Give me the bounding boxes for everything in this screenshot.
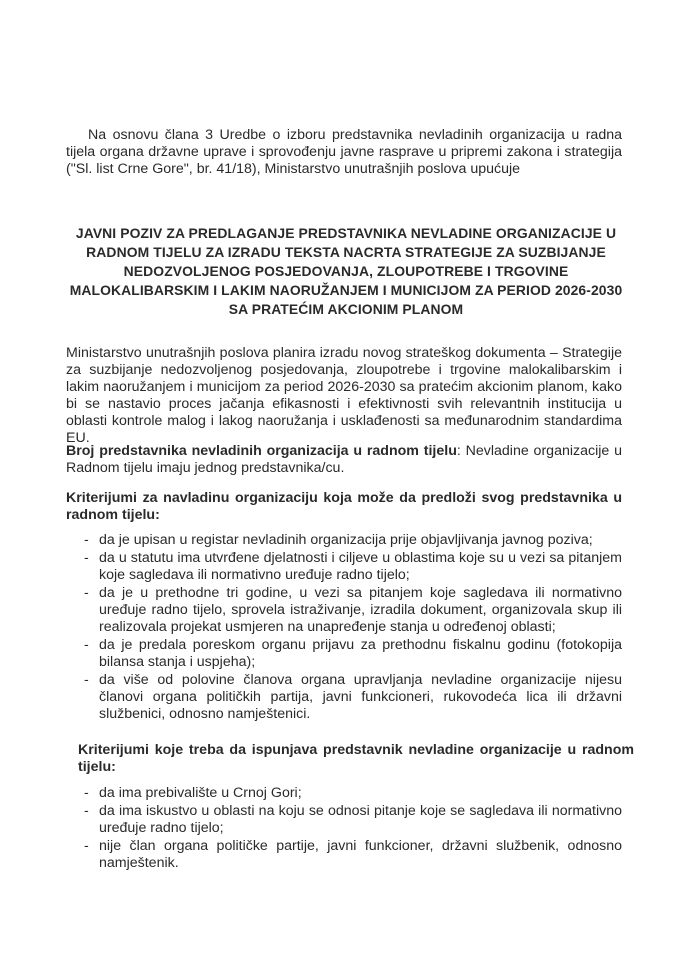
representative-criteria-heading: Kriterijumi koje treba da ispunjava predstavnik nevladine organizacije u radnom tijelu: <box>78 742 634 775</box>
ngo-criteria-list <box>66 532 622 723</box>
list-item: - da više od polovine članova organa upravljanja nevladine organizacije nijesu članovi organa političkih partija, javni funkcioneri, rukovodeća lica ili državni službenici, odnosno namještenici. <box>84 672 622 722</box>
dash-bullet: - <box>84 803 89 819</box>
representatives-count-label: Broj predstavnika nevladinih organizacija u radnom tijelu <box>66 443 457 459</box>
representatives-count-paragraph <box>66 443 622 477</box>
list-item: - da ima iskustvo u oblasti na koju se odnosi pitanje koje se sagledava ili normativno uređuje radno tijelo; <box>84 803 622 836</box>
list-item: - da u statutu ima utvrđene djelatnosti i ciljeve u oblastima koje su u vezi sa pitanjem koje sagledava ili normativno uređuje radno tijelo; <box>84 550 622 583</box>
representative-criteria-list <box>66 785 622 872</box>
ngo-criteria-heading: Kriterijumi za navladinu organizaciju koja može da predloži svog predstavnika u radnom tijelu: <box>66 490 622 523</box>
purpose-paragraph: Ministarstvo unutrašnjih poslova planira izradu novog strateškog dokumenta – Strategije za suzbijanje nedozvoljenog posjedovanja, zloupotrebe i trgovine malokalibarskim i lakim naoružanjem i municijom za period 2026-2030 sa pratećim akcionim planom, kako bi se nastavio proces jačanja efikasnosti i efektivnosti svih relevantnih institucija u oblasti kontrole malog i lakog naoružanja i usklađenosti sa međunarodnim standardima EU. <box>66 345 622 446</box>
dash-bullet: - <box>84 672 89 688</box>
dash-bullet: - <box>84 532 89 548</box>
dash-bullet: - <box>84 838 89 854</box>
dash-bullet: - <box>84 637 89 653</box>
ngo-criteria-list-container <box>66 532 622 724</box>
representatives-count-text: : Nevladine organizacije u Radnom tijelu imaju jednog predstavnika/cu. <box>66 443 622 476</box>
list-item: - da ima prebivalište u Crnoj Gori; <box>84 785 302 801</box>
dash-bullet: - <box>84 785 89 801</box>
list-item: - nije član organa političke partije, javni funkcioner, državni službenik, odnosno namještenik. <box>84 838 622 871</box>
list-item: - da je predala poreskom organu prijavu za prethodnu fiskalnu godinu (fotokopija bilansa stanja i uspjeha); <box>84 637 622 670</box>
dash-bullet: - <box>84 585 89 601</box>
document-title: JAVNI POZIV ZA PREDLAGANJE PREDSTAVNIKA NEVLADINE ORGANIZACIJE U RADNOM TIJELU ZA IZRADU TEKSTA NACRTA STRATEGIJE ZA SUZBIJANJE NEDOZVOLJENOG POSJEDOVANJA, ZLOUPOTREBE I TRGOVINE MALOKALIBARSKIM I LAKIM NAORUŽANJEM I MUNICIJOM ZA PERIOD 2026-2030 SA PRATEĆIM AKCIONIM PLANOM <box>69 225 623 317</box>
representative-criteria-list-container <box>66 785 622 873</box>
list-item: - da je upisan u registar nevladinih organizacija prije objavljivanja javnog poziva; <box>84 532 593 548</box>
intro-paragraph: Na osnovu člana 3 Uredbe o izboru predstavnika nevladinih organizacija u radna tijela organa državne uprave i sprovođenju javne rasprave u pripremi zakona i strategija ("Sl. list Crne Gore", br. 41/18), Ministarstvo unutrašnjih poslova upućuje <box>66 127 622 177</box>
list-item: - da je u prethodne tri godine, u vezi sa pitanjem koje sagledava ili normativno uređuje radno tijelo, sprovela istraživanje, izradila dokument, organizovala skup ili realizovala projekat usmjeren na unapređenje stanja u određenoj oblasti; <box>84 585 622 635</box>
dash-bullet: - <box>84 550 89 566</box>
